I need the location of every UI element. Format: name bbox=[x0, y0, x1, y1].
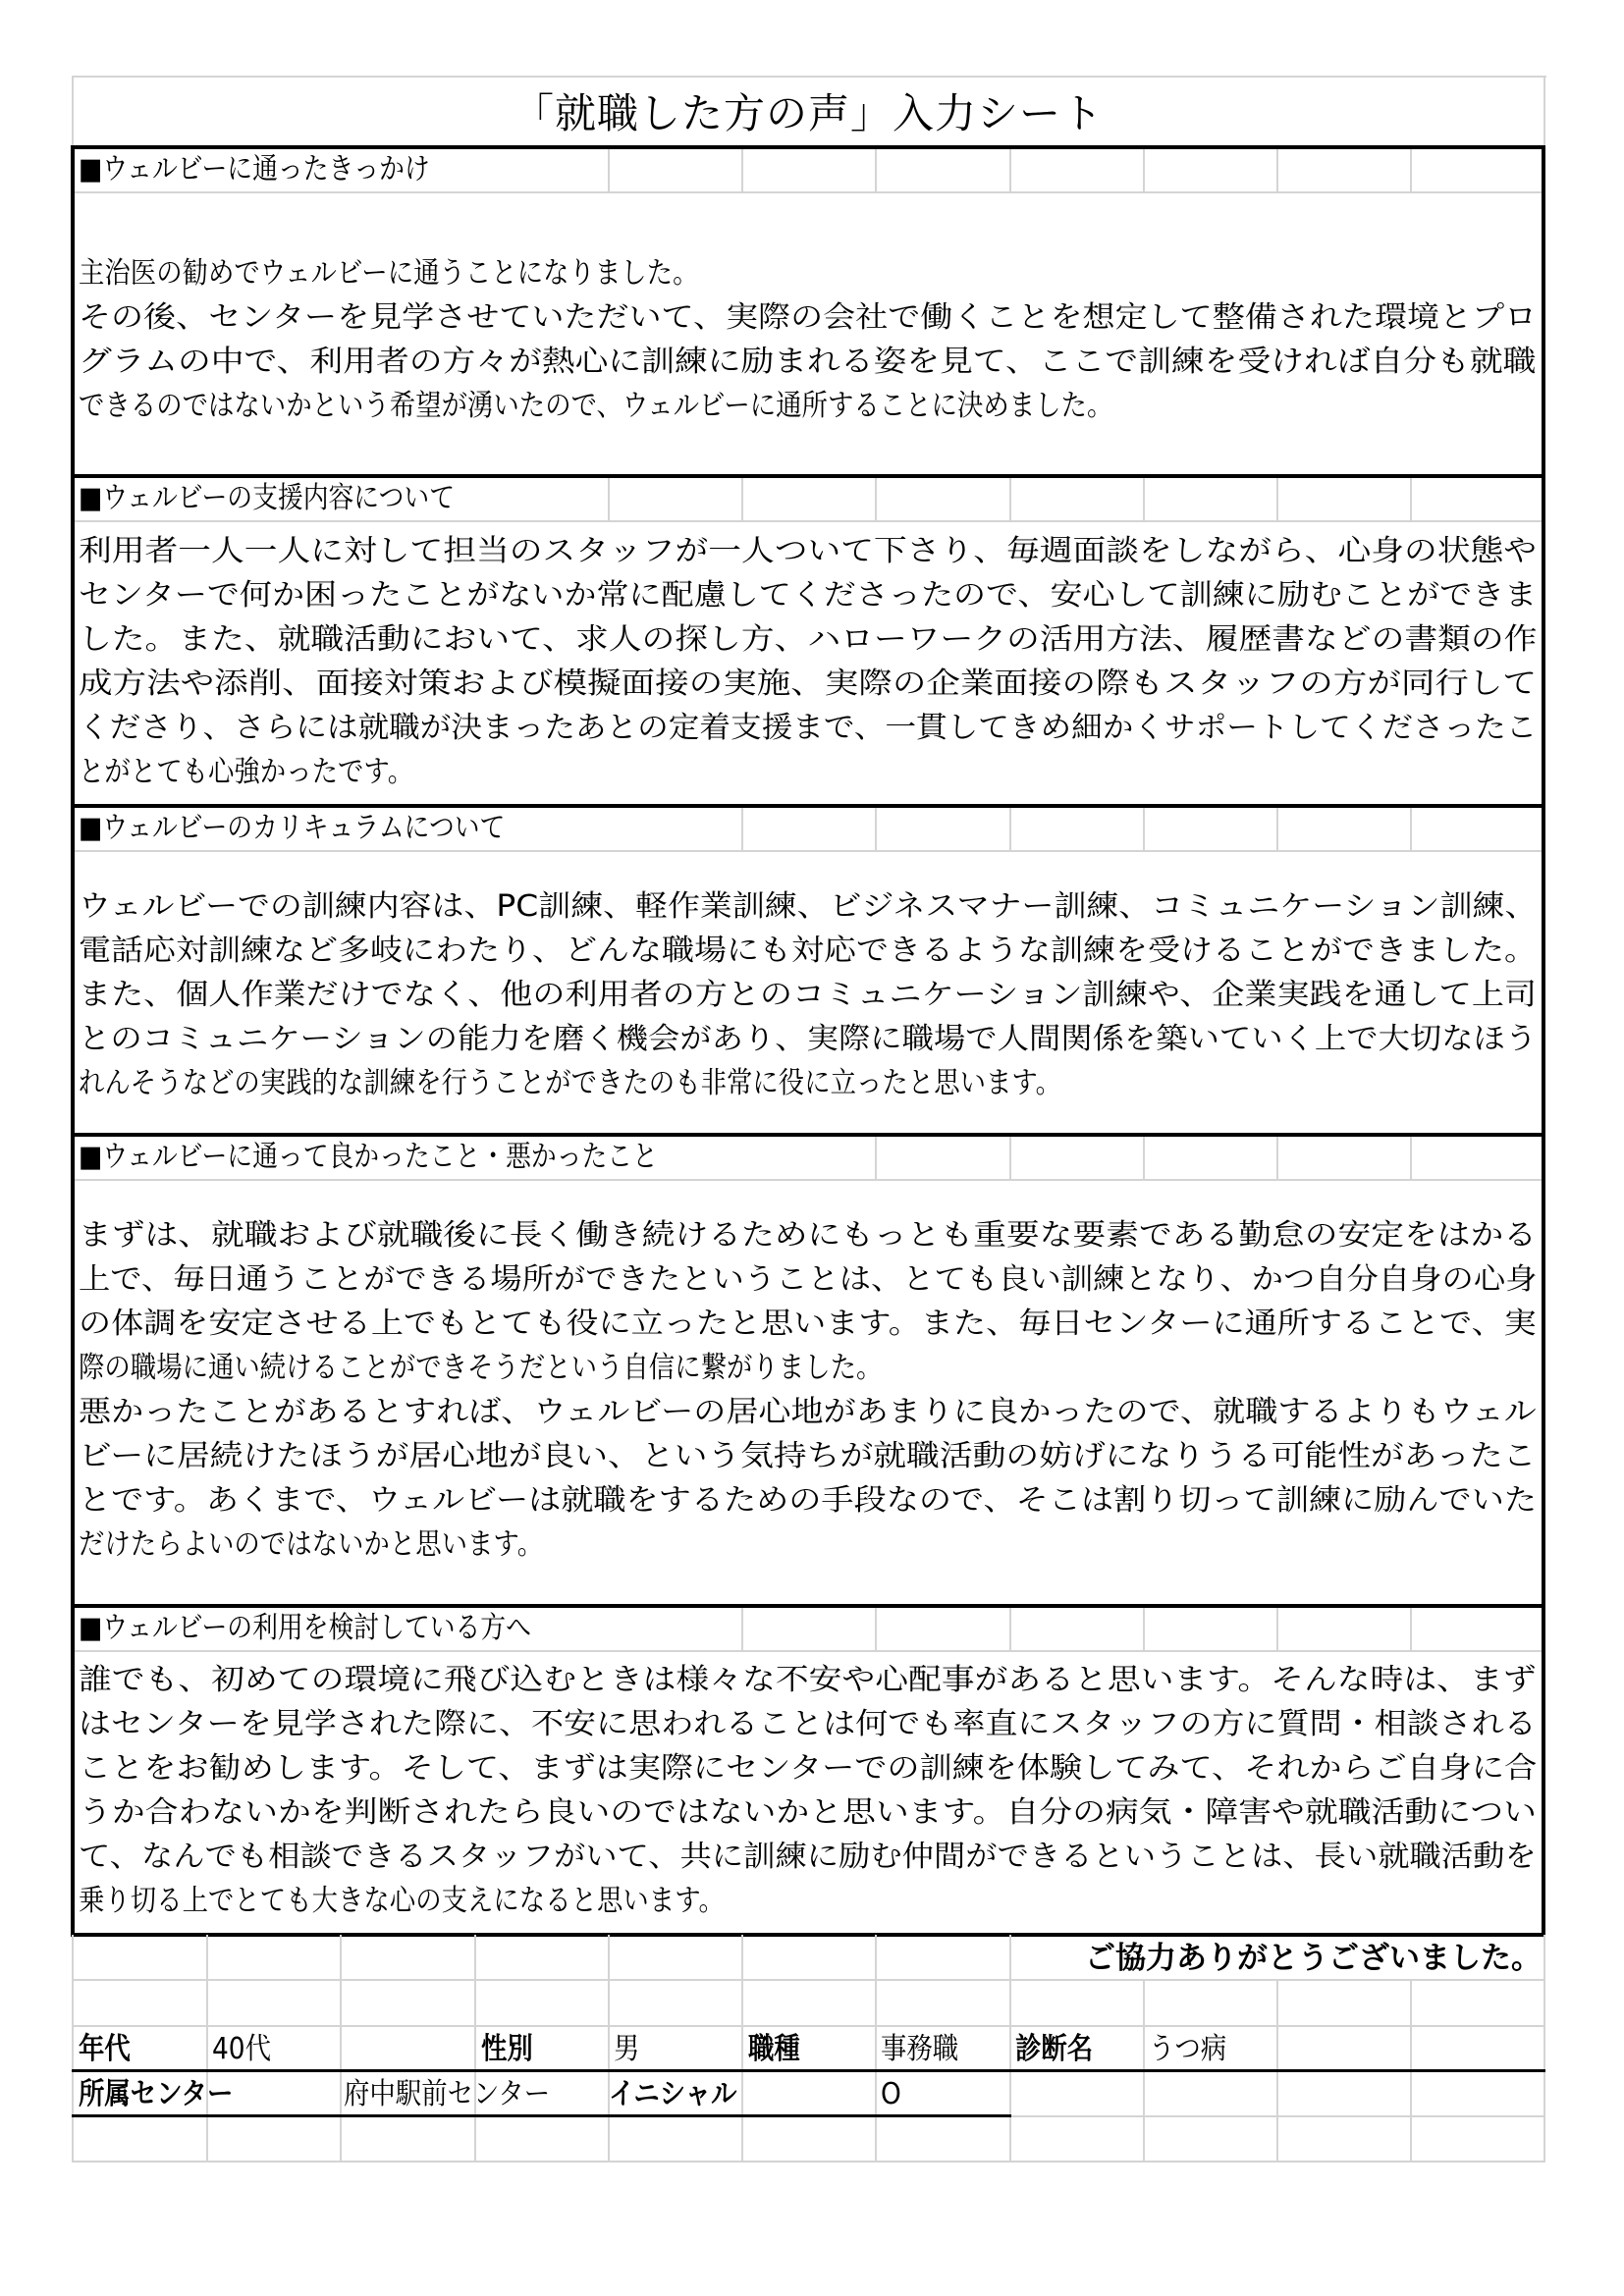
section-header: ■ウェルビーの支援内容について bbox=[79, 481, 456, 515]
grid-line bbox=[1009, 1935, 1011, 1980]
grid-line bbox=[1009, 478, 1011, 521]
page-title: 「就職した方の声」入力シート bbox=[512, 89, 1104, 137]
body-line: ビーに居続けたほうが居心地が良い、という気持ちが就職活動の妨げになりうる可能性があったこ bbox=[79, 1439, 1537, 1473]
body-line: 利用者一人一人に対して担当のスタッフが一人ついて下さり、毎週面談をしながら、心身の状態や bbox=[79, 534, 1537, 568]
grid-line bbox=[1276, 478, 1278, 521]
grid-line bbox=[1009, 2115, 1545, 2117]
initial-label: イニシャル bbox=[609, 2077, 737, 2111]
body-line: できるのではないかという希望が湧いたので、ウェルビーに通所することに決めました。 bbox=[79, 389, 1113, 423]
diagnosis-value: うつ病 bbox=[1149, 2032, 1227, 2066]
body-line: また、個人作業だけでなく、他の利用者の方とのコミュニケーション訓練や、企業実践を通して上司 bbox=[79, 978, 1537, 1012]
grid-line bbox=[206, 1935, 208, 2163]
section-header: ■ウェルビーに通って良かったこと・悪かったこと bbox=[79, 1140, 658, 1174]
diagnosis-label: 診断名 bbox=[1015, 2032, 1094, 2066]
center-label: 所属センター bbox=[79, 2077, 234, 2111]
body-line: した。また、就職活動において、求人の探し方、ハローワークの活用方法、履歴書などの書類の作 bbox=[79, 622, 1538, 657]
grid-line bbox=[875, 149, 877, 192]
grid-line bbox=[875, 808, 877, 851]
body-line: 乗り切る上でとても大きな心の支えになると思います。 bbox=[79, 1884, 725, 1918]
grid-line bbox=[1276, 1608, 1278, 1651]
grid-line bbox=[875, 1137, 877, 1180]
grid-line bbox=[1143, 149, 1145, 192]
grid-line bbox=[1410, 1608, 1412, 1651]
grid-line bbox=[741, 149, 743, 192]
job-label: 職種 bbox=[748, 2032, 800, 2066]
grid-line bbox=[72, 1935, 74, 2163]
grid-line bbox=[72, 2161, 1545, 2163]
grid-line bbox=[1543, 1935, 1545, 2163]
body-line: れんそうなどの実践的な訓練を行うことができたのも非常に役に立ったと思います。 bbox=[79, 1066, 1062, 1100]
body-line: とがとても心強かったです。 bbox=[79, 755, 414, 789]
body-line: 誰でも、初めての環境に飛び込むときは様々な不安や心配事があると思います。そんな時は、まず bbox=[79, 1663, 1537, 1697]
grid-line bbox=[74, 850, 1543, 852]
grid-line bbox=[1143, 1137, 1145, 1180]
grid-line bbox=[741, 1608, 743, 1651]
body-line: うか合わないかを判断されたら良いのではないかと思います。自分の病気・障害や就職活動につい bbox=[79, 1795, 1537, 1830]
body-line: 上で、毎日通うことができる場所ができたということは、とても良い訓練となり、かつ自分自身の心身 bbox=[79, 1262, 1538, 1297]
grid-line bbox=[608, 1935, 610, 2163]
thanks-message: ご協力ありがとうございました。 bbox=[1085, 1941, 1542, 1976]
grid-line bbox=[1009, 808, 1011, 851]
border-line bbox=[72, 2069, 1545, 2072]
grid-line bbox=[1276, 1137, 1278, 1180]
border-line bbox=[71, 146, 75, 1937]
section-header: ■ウェルビーに通ったきっかけ bbox=[79, 152, 430, 187]
body-line: とのコミュニケーションの能力を磨く機会があり、実際に職場で人間関係を築いていく上で大切なほう bbox=[79, 1022, 1538, 1056]
grid-line bbox=[875, 1935, 877, 2163]
grid-line bbox=[74, 520, 1543, 522]
age-value: 40代 bbox=[212, 2032, 272, 2066]
initial-value: O bbox=[881, 2077, 901, 2111]
grid-line bbox=[340, 1935, 342, 2163]
grid-line bbox=[1410, 149, 1412, 192]
body-line: グラムの中で、利用者の方々が熱心に訓練に励まれる姿を見て、ここで訓練を受ければ自分も就職 bbox=[79, 345, 1537, 379]
grid-line bbox=[1276, 149, 1278, 192]
body-line: 主治医の勧めでウェルビーに通うことになりました。 bbox=[79, 256, 699, 291]
grid-line bbox=[1009, 1608, 1011, 1651]
body-line: ことをお勧めします。そして、まずは実際にセンターでの訓練を体験してみて、それからご自身に合 bbox=[79, 1751, 1538, 1786]
grid-line bbox=[72, 2025, 1545, 2027]
gender-label: 性別 bbox=[481, 2032, 533, 2066]
body-line: 成方法や添削、面接対策および模擬面接の実施、実際の企業面接の際もスタッフの方が同行して bbox=[79, 667, 1537, 701]
grid-line bbox=[1410, 808, 1412, 851]
grid-line bbox=[474, 1935, 476, 2163]
body-line: 電話応対訓練など多岐にわたり、どんな職場にも対応できるような訓練を受けることができました。 bbox=[79, 934, 1537, 968]
grid-line bbox=[875, 478, 877, 521]
grid-line bbox=[1009, 149, 1011, 192]
section-header: ■ウェルビーのカリキュラムについて bbox=[79, 811, 506, 845]
grid-line bbox=[74, 191, 1543, 193]
grid-line bbox=[608, 149, 610, 192]
body-line: まずは、就職および就職後に長く働き続けるためにもっとも重要な要素である勤怠の安定をはかる bbox=[79, 1218, 1537, 1253]
grid-line bbox=[741, 1935, 743, 2163]
body-line: その後、センターを見学させていただいて、実際の会社で働くことを想定して整備された環境とプロ bbox=[79, 300, 1538, 335]
center-value: 府中駅前センター bbox=[344, 2077, 551, 2111]
gender-value: 男 bbox=[614, 2032, 640, 2066]
grid-line bbox=[74, 1179, 1543, 1181]
body-line: 際の職場に通い続けることができそうだという自信に繋がりました。 bbox=[79, 1351, 883, 1385]
grid-line bbox=[608, 478, 610, 521]
grid-line bbox=[1410, 1137, 1412, 1180]
grid-line bbox=[875, 1608, 877, 1651]
body-line: て、なんでも相談できるスタッフがいて、共に訓練に励む仲間ができるということは、長い就職活動を bbox=[79, 1840, 1537, 1874]
body-line: の体調を安定させる上でもとても役に立ったと思います。また、毎日センターに通所することで、実 bbox=[79, 1307, 1537, 1341]
grid-line bbox=[74, 1650, 1543, 1652]
job-value: 事務職 bbox=[881, 2032, 959, 2066]
grid-line bbox=[72, 76, 1546, 78]
grid-line bbox=[1410, 478, 1412, 521]
body-line: くださり、さらには就職が決まったあとの定着支援まで、一貫してきめ細かくサポートしてくださったこ bbox=[79, 711, 1538, 745]
body-line: だけたらよいのではないかと思います。 bbox=[79, 1527, 544, 1562]
body-line: とです。あくまで、ウェルビーは就職をするための手段なので、そこは割り切って訓練に励んでいた bbox=[79, 1483, 1537, 1518]
grid-line bbox=[1143, 478, 1145, 521]
body-line: はセンターを見学された際に、不安に思われることは何でも率直にスタッフの方に質問・相談される bbox=[79, 1707, 1537, 1741]
body-line: センターで何か困ったことがないか常に配慮してくださったので、安心して訓練に励むことができま bbox=[79, 578, 1538, 613]
grid-line bbox=[1009, 1137, 1011, 1180]
border-line bbox=[1542, 146, 1545, 1937]
body-line: ウェルビーでの訓練内容は、PC訓練、軽作業訓練、ビジネスマナー訓練、コミュニケーション訓練、 bbox=[79, 889, 1538, 924]
age-label: 年代 bbox=[79, 2032, 131, 2066]
grid-line bbox=[1143, 808, 1145, 851]
grid-line bbox=[741, 478, 743, 521]
body-line: 悪かったことがあるとすれば、ウェルビーの居心地があまりに良かったので、就職するよりもウェル bbox=[79, 1395, 1537, 1429]
grid-line bbox=[741, 808, 743, 851]
grid-line bbox=[1143, 1608, 1145, 1651]
grid-line bbox=[1276, 808, 1278, 851]
section-header: ■ウェルビーの利用を検討している方へ bbox=[79, 1611, 531, 1645]
